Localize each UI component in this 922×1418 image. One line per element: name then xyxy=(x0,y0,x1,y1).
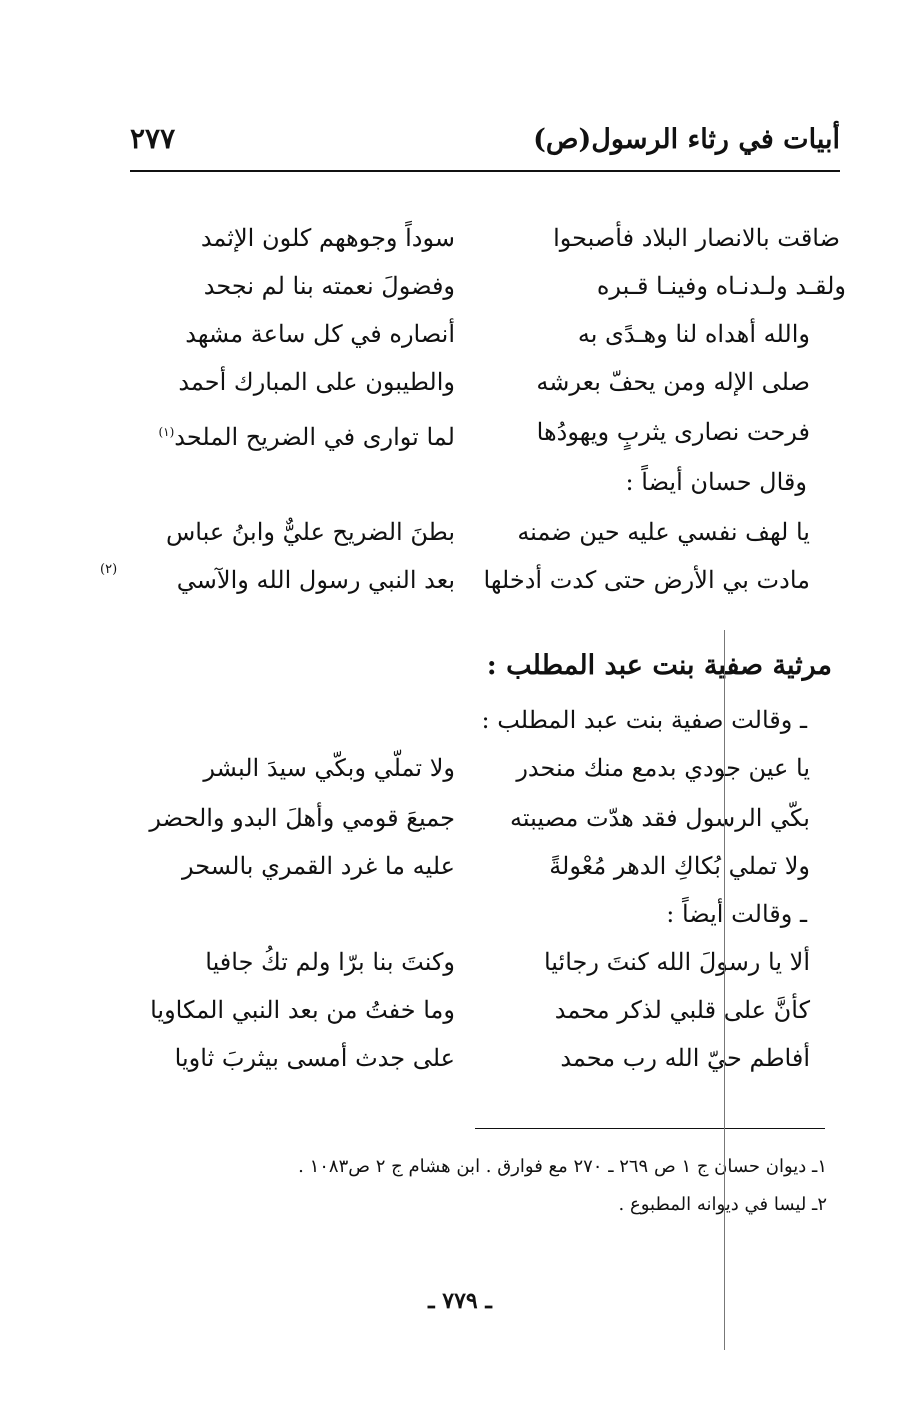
verse-second-hemistich: عليه ما غرد القمري بالسحر xyxy=(181,852,455,880)
verse-second-hemistich xyxy=(150,412,455,457)
footnote: ٢ـ ليسا في ديوانه المطبوع . xyxy=(618,1194,827,1215)
verse-second-hemistich: بعد النبي رسول الله والآسي xyxy=(176,566,455,594)
footnote-marker: (٢) xyxy=(100,562,118,577)
verse-first-hemistich: ضاقت بالانصار البلاد فأصبحوا xyxy=(553,224,840,252)
verse-row xyxy=(150,748,840,794)
footnote-rule xyxy=(475,1128,825,1129)
verse-row xyxy=(150,218,840,264)
intro-line: وقال حسان أيضاً : xyxy=(625,468,807,496)
verse-text: لما توارى في الضريح الملحد xyxy=(174,423,455,451)
scan-fold-line xyxy=(724,630,725,1350)
verse-second-hemistich: سوداً وجوههم كلون الإثمد xyxy=(200,224,455,252)
footer-page-number: ـ ٧٧٩ ـ xyxy=(428,1288,492,1314)
verse-second-hemistich: على جدث أمسى بيثربَ ثاويا xyxy=(174,1044,455,1072)
verse-first-hemistich: ألا يا رسولَ الله كنتَ رجائيا xyxy=(543,948,810,976)
verse-row xyxy=(150,362,840,408)
verse-row xyxy=(150,266,846,312)
footnote-marker: (١) xyxy=(158,425,175,439)
verse-second-hemistich: ولا تملّي وبكّي سيدَ البشر xyxy=(203,754,455,782)
verse-row xyxy=(150,798,840,844)
running-title: أبيات في رثاء الرسول(ص) xyxy=(533,124,840,155)
verse-row xyxy=(150,412,840,458)
header-page-number: ٢٧٧ xyxy=(130,122,176,155)
intro-line: ـ وقالت صفية بنت عبد المطلب : xyxy=(481,706,807,734)
section-heading: مرثية صفية بنت عبد المطلب : xyxy=(486,650,832,681)
verse-second-hemistich: وكنتَ بنا برّا ولم تكُ جافيا xyxy=(205,948,455,976)
verse-row xyxy=(150,990,840,1036)
verse-row xyxy=(150,942,840,988)
verse-row xyxy=(150,314,840,360)
verse-first-hemistich: كأنَّ على قلبي لذكر محمد xyxy=(554,996,810,1024)
verse-first-hemistich: بكّي الرسول فقد هدّت مصيبته xyxy=(510,804,810,832)
verse-second-hemistich: جميعَ قومي وأهلَ البدو والحضر xyxy=(149,804,455,832)
verse-first-hemistich: ولا تملي بُكاكِ الدهر مُعْولةً xyxy=(549,852,810,880)
verse-second-hemistich: بطنَ الضريح عليٌّ وابنُ عباس xyxy=(165,518,455,546)
verse-second-hemistich: وما خفتُ من بعد النبي المكاويا xyxy=(150,996,455,1024)
verse-first-hemistich: والله أهداه لنا وهـدًى به xyxy=(577,320,810,348)
page-header xyxy=(130,118,840,168)
verse-first-hemistich: فرحت نصارى يثربٍ ويهودُها xyxy=(536,418,810,446)
verse-first-hemistich: أفاطم حيّ الله رب محمد xyxy=(560,1044,810,1072)
footnote: ١ـ ديوان حسان ج ١ ص ٢٦٩ ـ ٢٧٠ مع فوارق . ابن هشام ج ٢ ص١٠٨٣ . xyxy=(298,1156,827,1177)
intro-line: ـ وقالت أيضاً : xyxy=(666,900,807,928)
verse-second-hemistich: وفضولَ نعمته بنا لم نجحد xyxy=(203,272,455,300)
verse-row xyxy=(150,512,840,558)
verse-row xyxy=(150,846,840,892)
verse-first-hemistich: يا لهف نفسي عليه حين ضمنه xyxy=(517,518,810,546)
verse-row xyxy=(150,1038,840,1084)
verse-first-hemistich: صلى الإله ومن يحفّ بعرشه xyxy=(536,368,810,396)
verse-first-hemistich: يا عين جودي بدمع منك منحدر xyxy=(516,754,810,782)
verse-first-hemistich: مادت بي الأرض حتى كدت أدخلها xyxy=(483,566,810,594)
verse-second-hemistich: أنصاره في كل ساعة مشهد xyxy=(185,320,455,348)
verse-row xyxy=(150,560,840,606)
verse-second-hemistich: والطيبون على المبارك أحمد xyxy=(178,368,455,396)
header-rule xyxy=(130,170,840,172)
verse-first-hemistich: ولقـد ولـدنـاه وفينـا قـبره xyxy=(596,272,846,300)
